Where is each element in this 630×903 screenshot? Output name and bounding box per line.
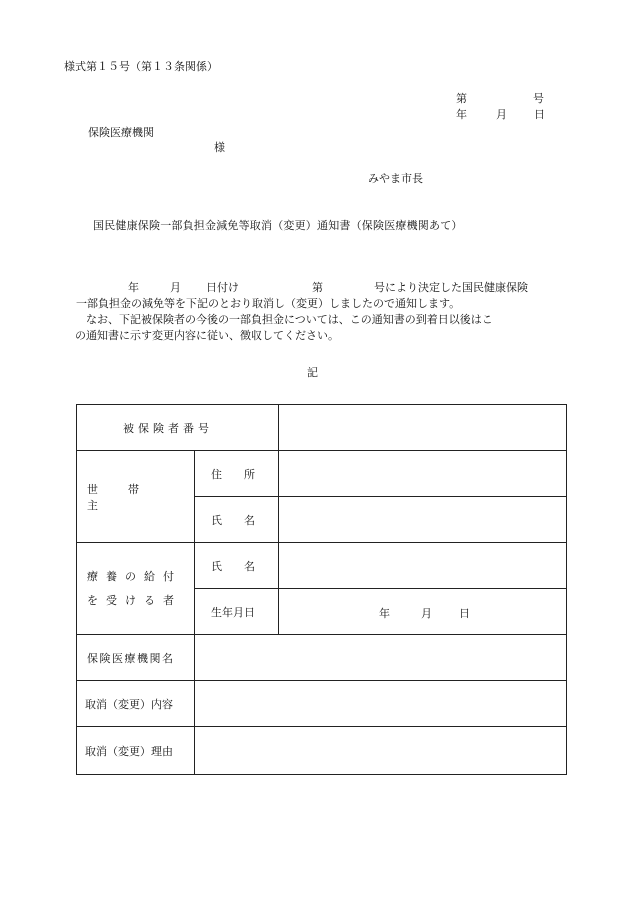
body-line2: 一部負担金の減免等を下記のとおり取消し（変更）しましたので通知します。 bbox=[76, 297, 461, 310]
row-insured-number bbox=[77, 405, 567, 451]
label-recipient-line1: 療養の給付 bbox=[87, 569, 182, 583]
label-recipient bbox=[77, 543, 195, 635]
dob-day: 日 bbox=[459, 606, 470, 620]
label-address: 住所 bbox=[195, 451, 279, 497]
label-household-name: 氏名 bbox=[195, 497, 279, 543]
body-line1-rest: 号により決定した国民健康保険 bbox=[374, 281, 528, 294]
label-recipient-name: 氏名 bbox=[195, 543, 279, 589]
doc-date-month: 月 bbox=[496, 108, 507, 121]
row-cancel-content bbox=[77, 681, 567, 727]
doc-date-year: 年 bbox=[456, 108, 467, 121]
value-cancel-reason[interactable] bbox=[195, 727, 567, 775]
body-day: 日付け bbox=[206, 281, 239, 294]
addressee-name: 保険医療機関 bbox=[88, 126, 154, 139]
details-table bbox=[76, 404, 567, 775]
row-household-address bbox=[77, 451, 567, 497]
dob-month: 月 bbox=[421, 606, 432, 620]
document-title: 国民健康保険一部負担金減免等取消（変更）通知書（保険医療機関あて） bbox=[93, 219, 463, 232]
label-cancel-reason: 取消（変更）理由 bbox=[77, 727, 195, 775]
label-insured-number: 被保険者番号 bbox=[77, 405, 279, 451]
document-number bbox=[456, 90, 544, 106]
value-cancel-content[interactable] bbox=[195, 681, 567, 727]
doc-date-day: 日 bbox=[534, 108, 545, 121]
value-address[interactable] bbox=[279, 451, 567, 497]
dob-year: 年 bbox=[379, 606, 390, 620]
row-institution-name bbox=[77, 635, 567, 681]
row-recipient-name bbox=[77, 543, 567, 589]
value-institution-name[interactable] bbox=[195, 635, 567, 681]
body-dai: 第 bbox=[312, 281, 323, 294]
value-birth-date[interactable] bbox=[279, 589, 567, 635]
label-birth-date: 生年月日 bbox=[195, 589, 279, 635]
notice-body bbox=[76, 280, 560, 344]
sender-name: みやま市長 bbox=[368, 172, 423, 185]
value-household-name[interactable] bbox=[279, 497, 567, 543]
body-line4: の通知書に示す変更内容に従い、徴収してください。 bbox=[75, 329, 339, 342]
value-recipient-name[interactable] bbox=[279, 543, 567, 589]
label-recipient-line2: を受ける者 bbox=[87, 593, 182, 607]
body-line3: なお、下記被保険者の今後の一部負担金については、この通知書の到着日以後はこ bbox=[86, 313, 493, 326]
row-cancel-reason bbox=[77, 727, 567, 775]
addressee-honorific: 様 bbox=[214, 141, 225, 154]
ki-heading: 記 bbox=[307, 366, 318, 379]
label-cancel-content: 取消（変更）内容 bbox=[77, 681, 195, 727]
body-month: 月 bbox=[170, 281, 181, 294]
form-number: 様式第１５号（第１３条関係） bbox=[64, 60, 218, 73]
body-year: 年 bbox=[128, 281, 139, 294]
value-insured-number[interactable] bbox=[279, 405, 567, 451]
label-household-head: 世帯主 bbox=[77, 451, 195, 543]
doc-number-prefix: 第 bbox=[456, 92, 467, 105]
doc-number-suffix: 号 bbox=[533, 92, 544, 105]
label-institution-name: 保険医療機関名 bbox=[77, 635, 195, 681]
